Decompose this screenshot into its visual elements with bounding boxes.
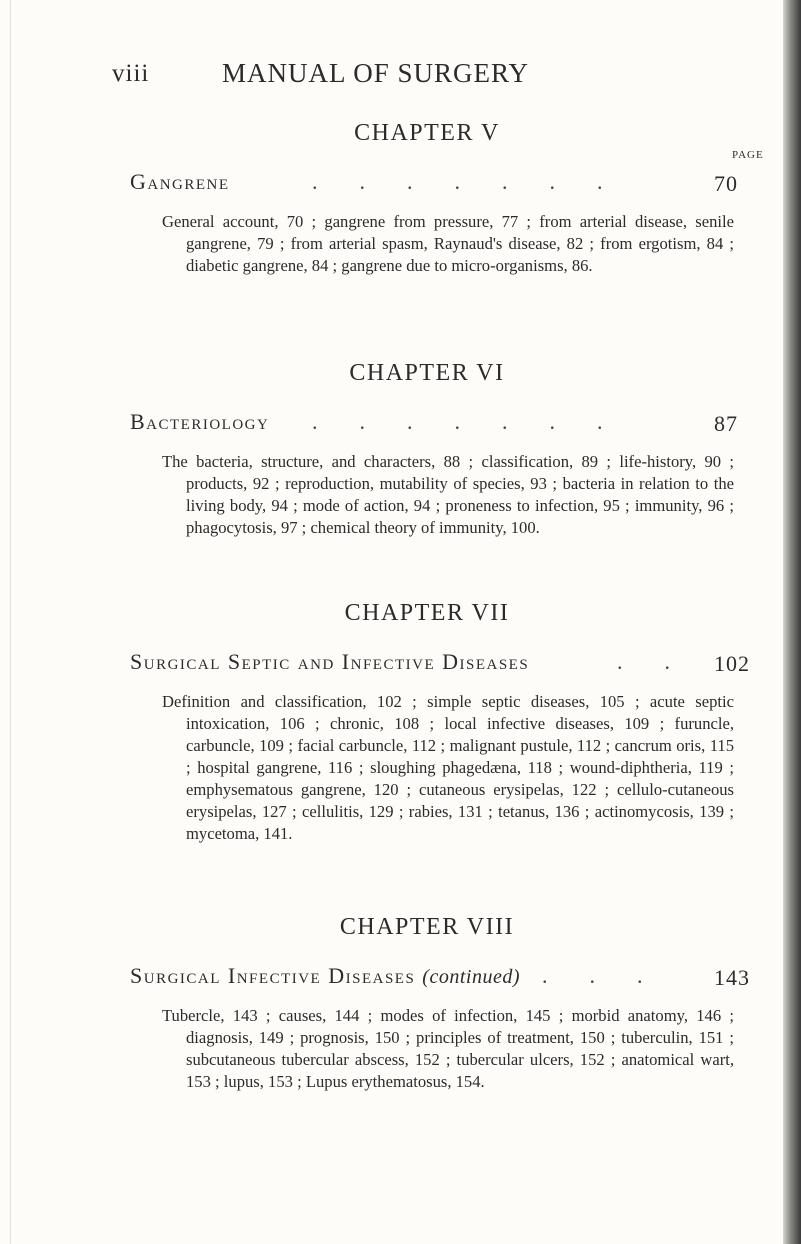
chapter-heading: CHAPTER V [354,120,500,146]
entry-page-number: 102 [714,651,750,676]
entry-title [130,963,520,989]
entry-title: Bacteriology [130,409,270,434]
toc-entry [112,149,764,197]
leader-dots: ... [542,963,685,988]
toc-entry [112,407,738,437]
chapter-summary: General account, 70 ; gangrene from pressure, 77 ; from arterial disease, senile gangrene, 79 ; from arterial spasm, Raynaud's disease, 82 ; from ergotism, 84 ; diabetic gangrene, 84 ; gangrene due to micro-organisms, 86. [162,212,734,275]
leader-dots: .. [617,649,712,674]
chapter-summary: The bacteria, structure, and characters, 88 ; classification, 89 ; life-history, 90 ; products, 92 ; reproduction, mutability of species, 93 ; bacteria in relation to the living body, 94 ; mode of action, 94 ; proneness to infection, 95 ; immunity, 96 ; phagocytosis, 97 ; chemical theory of immunity, 100. [162,452,734,537]
toc-entry [112,961,750,991]
chapter-vi-section [112,360,738,539]
entry-page-number: 70 [714,171,738,196]
entry-title-continued: (continued) [422,966,520,988]
chapter-summary: Tubercle, 143 ; causes, 144 ; modes of infection, 145 ; morbid anatomy, 146 ; diagnosis, 149 ; prognosis, 150 ; principles of treatment, 150 ; tuberculin, 151 ; subcutaneous tubercular abscess, 152 ; tubercular ulcers, 152 ; anatomical wart, 153 ; lupus, 153 ; Lupus erythematosus, 154. [162,1006,734,1091]
entry-page-number: 87 [714,411,738,436]
chapter-heading: CHAPTER VIII [339,914,515,940]
chapter-viii-section [112,914,750,1093]
chapter-v-section [112,120,764,277]
entry-title-text: Surgical Infective Diseases [130,963,416,988]
chapter-heading: CHAPTER VII [344,600,510,626]
entry-page-number: 143 [714,965,750,990]
page-column-label: PAGE [732,149,764,161]
leader-dots: ....... [312,169,645,194]
leader-dots: ....... [312,409,645,434]
page-number: viii [112,60,150,87]
chapter-vii-section [112,600,750,845]
entry-title: Surgical Septic and Infective Diseases [130,649,530,674]
chapter-heading: CHAPTER VI [349,360,505,386]
page-header [112,58,702,98]
book-page-edge [783,0,801,1244]
chapter-summary: Definition and classification, 102 ; simple septic diseases, 105 ; acute septic intoxication, 106 ; chronic, 108 ; local infective diseases, 109 ; furuncle, carbuncle, 109 ; facial carbuncle, 112 ; malignant pustule, 112 ; cancrum oris, 115 ; hospital gangrene, 116 ; sloughing phagedæna, 118 ; wound-diphtheria, 119 ; emphysematous gangrene, 120 ; cutaneous erysipelas, 122 ; cellulo-cutaneous erysipelas, 127 ; cellulitis, 129 ; rabies, 131 ; tetanus, 136 ; actinomycosis, 139 ; mycetoma, 141. [162,692,734,843]
page-left-rule [10,0,11,1244]
toc-entry [112,647,750,677]
running-title: MANUAL OF SURGERY [222,58,530,88]
entry-title: Gangrene [130,169,230,194]
